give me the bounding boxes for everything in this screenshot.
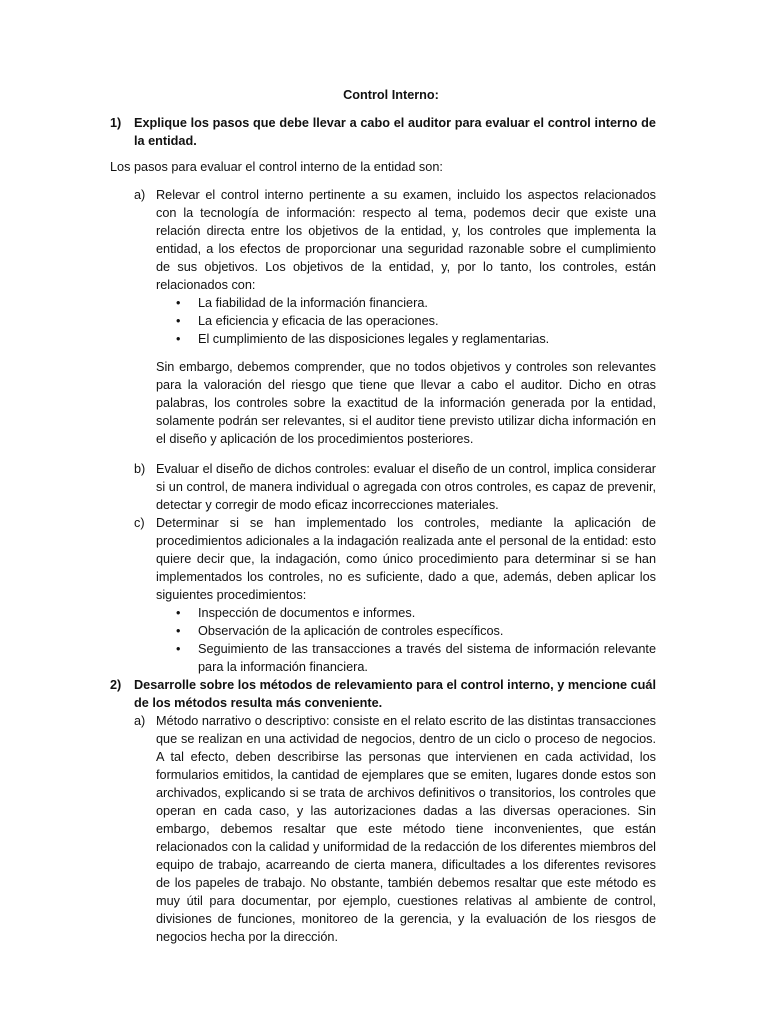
bullet-icon: • bbox=[176, 296, 181, 310]
document-title: Control Interno: bbox=[343, 88, 439, 102]
list-item: • Observación de la aplicación de controles específicos. bbox=[156, 622, 656, 640]
step-c-label: c) bbox=[134, 516, 145, 530]
bullet-icon: • bbox=[176, 314, 181, 328]
step-a-followup: Sin embargo, debemos comprender, que no todos objetivos y controles son relevantes para la valoración del riesgo que tiene que llevar a cabo el auditor. Dicho en otras palabras, los controles sobre la exactitud de la información generada por la entidad, solamente podrán ser relevantes, si el auditor tiene previsto utilizar dicha información en el diseño y aplicación de los procedimientos posteriores. bbox=[156, 360, 656, 446]
question-1-text: Explique los pasos que debe llevar a cabo el auditor para evaluar el control interno de la entidad. bbox=[134, 116, 656, 148]
method-a bbox=[134, 712, 656, 946]
step-a-label: a) bbox=[134, 188, 146, 202]
list-item: • La fiabilidad de la información financiera. bbox=[156, 294, 656, 312]
step-a-text: Relevar el control interno pertinente a su examen, incluido los aspectos relacionados con la tecnología de información: respecto al tema, podemos decir que existe una relación directa entre los objetivos de la entidad, y, los controles que implementa la entidad, a los efectos de proporcionar una seguridad razonable sobre el cumplimiento de sus objetivos. Los objetivos de la entidad, y, por lo tanto, los controles, están relacionados con: bbox=[156, 188, 656, 292]
step-b-label: b) bbox=[134, 462, 146, 476]
question-2-text: Desarrolle sobre los métodos de relevamiento para el control interno, y mencione cuál de los métodos resulta más conveniente. bbox=[134, 678, 656, 710]
question-2-number: 2) bbox=[110, 678, 122, 692]
question-2 bbox=[110, 676, 656, 712]
question-1-intro: Los pasos para evaluar el control interno de la entidad son: bbox=[110, 160, 443, 174]
step-c-bullet-list bbox=[156, 604, 656, 676]
step-a bbox=[134, 186, 656, 448]
list-item: • Inspección de documentos e informes. bbox=[156, 604, 656, 622]
bullet-icon: • bbox=[176, 642, 181, 656]
step-a-bullet-list bbox=[156, 294, 656, 348]
bullet-icon: • bbox=[176, 624, 181, 638]
question-1 bbox=[110, 114, 656, 150]
list-item: • Seguimiento de las transacciones a través del sistema de información relevante para la información financiera. bbox=[156, 640, 656, 676]
method-a-text: Método narrativo o descriptivo: consiste en el relato escrito de las distintas transacciones que se realizan en una actividad de negocios, dentro de un ciclo o proceso de negocios. A tal efecto, deben describirse las personas que intervienen en cada actividad, los formularios emitidos, la cantidad de ejemplares que se emiten, lugares donde estos son archivados, explicando si se trata de archivos definitivos o transitorios, los controles que operan en cada caso, y las autorizaciones dadas a las diversas operaciones. Sin embargo, debemos resaltar que este método tiene inconvenientes, que están relacionados con la calidad y uniformidad de la redacción de los diferentes miembros del equipo de trabajo, acarreando de cierta manera, dificultades a los diferentes revisores de los papeles de trabajo. No obstante, también debemos resaltar que este método es muy útil para documentar, por ejemplo, cuestiones relativas al ambiente de control, divisiones de funciones, monitoreo de la gerencia, y la evaluación de los riesgos de negocios hecha por la dirección. bbox=[156, 714, 656, 944]
step-b-text: Evaluar el diseño de dichos controles: evaluar el diseño de un control, implica considerar si un control, de manera individual o agregada con otros controles, es capaz de prevenir, detectar y corregir de modo eficaz incorrecciones materiales. bbox=[156, 462, 656, 512]
list-item: • La eficiencia y eficacia de las operaciones. bbox=[156, 312, 656, 330]
step-c bbox=[134, 514, 656, 676]
step-c-text: Determinar si se han implementado los controles, mediante la aplicación de procedimientos adicionales a la indagación realizada ante el personal de la entidad: esto quiere decir que, la indagación, como único procedimiento para determinar si se han implementados los controles, no es suficiente, dado a que, además, deben aplicar los siguientes procedimientos: bbox=[156, 516, 656, 602]
list-item: • El cumplimiento de las disposiciones legales y reglamentarias. bbox=[156, 330, 656, 348]
method-a-label: a) bbox=[134, 714, 146, 728]
step-b bbox=[134, 460, 656, 514]
bullet-icon: • bbox=[176, 606, 181, 620]
bullet-icon: • bbox=[176, 332, 181, 346]
question-1-number: 1) bbox=[110, 116, 122, 130]
